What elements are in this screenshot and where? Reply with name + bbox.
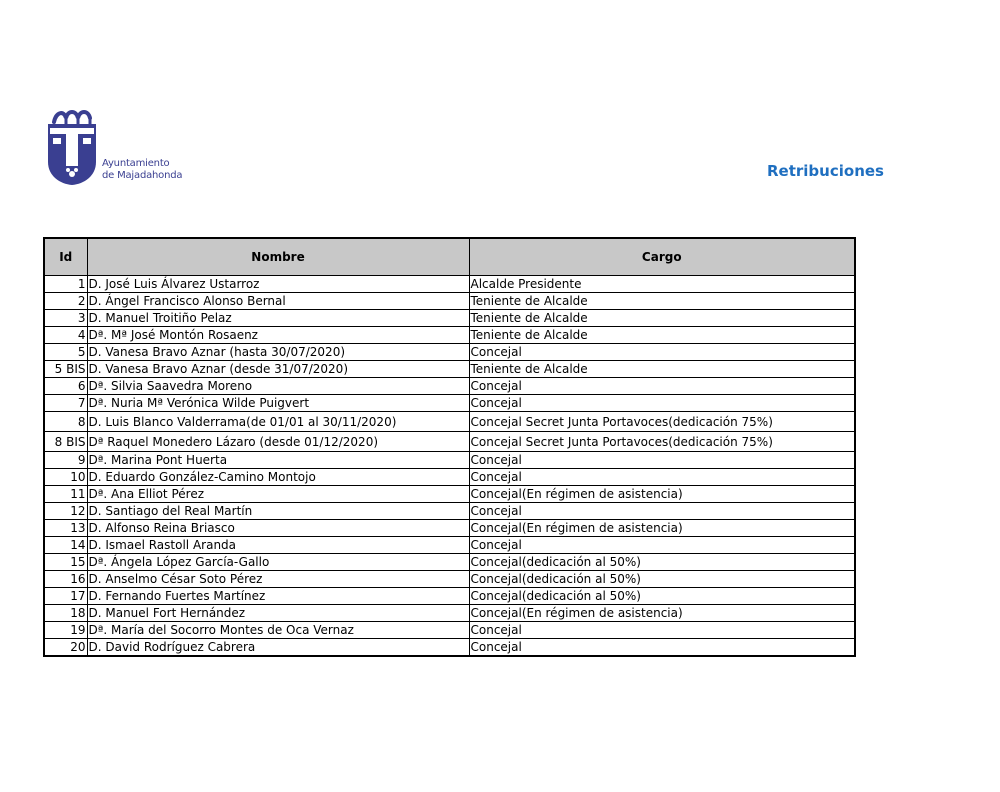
cell-nombre: D. David Rodríguez Cabrera: [87, 639, 469, 657]
cell-nombre: Dª. Ángela López García-Gallo: [87, 554, 469, 571]
table-row: [44, 412, 855, 432]
cell-nombre: D. Anselmo César Soto Pérez: [87, 571, 469, 588]
table-row: [44, 571, 855, 588]
cell-id: 10: [44, 469, 87, 486]
cell-nombre: D. Vanesa Bravo Aznar (hasta 30/07/2020): [87, 344, 469, 361]
page-title: Retribuciones: [767, 162, 884, 180]
cell-cargo: Alcalde Presidente: [469, 276, 855, 293]
table-header-row: [44, 238, 855, 276]
header-id: Id: [44, 238, 87, 276]
cell-id: 12: [44, 503, 87, 520]
logo-line-1: Ayuntamiento: [102, 158, 170, 169]
table-row: [44, 452, 855, 469]
cell-id: 4: [44, 327, 87, 344]
retribuciones-table: [43, 237, 856, 657]
cell-nombre: D. Fernando Fuertes Martínez: [87, 588, 469, 605]
cell-nombre: Dª. Ana Elliot Pérez: [87, 486, 469, 503]
cell-id: 6: [44, 378, 87, 395]
cell-id: 2: [44, 293, 87, 310]
cell-cargo: Concejal Secret Junta Portavoces(dedicación 75%): [469, 432, 855, 452]
cell-cargo: Teniente de Alcalde: [469, 327, 855, 344]
cell-nombre: D. Santiago del Real Martín: [87, 503, 469, 520]
cell-id: 5 BIS: [44, 361, 87, 378]
cell-cargo: Concejal(En régimen de asistencia): [469, 520, 855, 537]
table-row: [44, 378, 855, 395]
cell-nombre: D. Ángel Francisco Alonso Bernal: [87, 293, 469, 310]
cell-id: 14: [44, 537, 87, 554]
table-row: [44, 327, 855, 344]
cell-cargo: Concejal(dedicación al 50%): [469, 571, 855, 588]
cell-id: 8 BIS: [44, 432, 87, 452]
cell-cargo: Concejal: [469, 395, 855, 412]
logo-line-2: de Majadahonda: [102, 170, 183, 181]
cell-nombre: Dª. Silvia Saavedra Moreno: [87, 378, 469, 395]
table-row: [44, 503, 855, 520]
cell-nombre: Dª. Marina Pont Huerta: [87, 452, 469, 469]
table-row: [44, 395, 855, 412]
table-row: [44, 310, 855, 327]
table-row: [44, 588, 855, 605]
header-nombre: Nombre: [87, 238, 469, 276]
cell-id: 9: [44, 452, 87, 469]
cell-id: 20: [44, 639, 87, 657]
cell-nombre: D. Manuel Troitiño Pelaz: [87, 310, 469, 327]
table-row: [44, 293, 855, 310]
cell-cargo: Teniente de Alcalde: [469, 310, 855, 327]
cell-cargo: Concejal: [469, 503, 855, 520]
cell-cargo: Concejal: [469, 452, 855, 469]
cell-id: 1: [44, 276, 87, 293]
table-row: [44, 537, 855, 554]
cell-id: 5: [44, 344, 87, 361]
cell-id: 19: [44, 622, 87, 639]
cell-id: 7: [44, 395, 87, 412]
cell-id: 8: [44, 412, 87, 432]
table-row: [44, 520, 855, 537]
cell-nombre: D. Manuel Fort Hernández: [87, 605, 469, 622]
table-row: [44, 361, 855, 378]
cell-cargo: Concejal(dedicación al 50%): [469, 588, 855, 605]
cell-cargo: Concejal: [469, 639, 855, 657]
cell-id: 18: [44, 605, 87, 622]
table-row: [44, 486, 855, 503]
page-title-container: [767, 161, 884, 183]
cell-cargo: Concejal(En régimen de asistencia): [469, 605, 855, 622]
cell-nombre: D. Ismael Rastoll Aranda: [87, 537, 469, 554]
cell-nombre: Dª. Nuria Mª Verónica Wilde Puigvert: [87, 395, 469, 412]
cell-id: 13: [44, 520, 87, 537]
cell-nombre: D. José Luis Álvarez Ustarroz: [87, 276, 469, 293]
header-cargo: Cargo: [469, 238, 855, 276]
cell-nombre: Dª. Mª José Montón Rosaenz: [87, 327, 469, 344]
cell-cargo: Teniente de Alcalde: [469, 293, 855, 310]
table-row: [44, 276, 855, 293]
cell-nombre: Dª. María del Socorro Montes de Oca Vernaz: [87, 622, 469, 639]
table-row: [44, 469, 855, 486]
cell-cargo: Concejal: [469, 378, 855, 395]
cell-nombre: D. Eduardo González-Camino Montojo: [87, 469, 469, 486]
cell-cargo: Concejal: [469, 622, 855, 639]
logo-wordmark: [102, 158, 182, 182]
cell-nombre: Dª Raquel Monedero Lázaro (desde 01/12/2020): [87, 432, 469, 452]
cell-id: 11: [44, 486, 87, 503]
cell-id: 17: [44, 588, 87, 605]
cell-cargo: Teniente de Alcalde: [469, 361, 855, 378]
cell-cargo: Concejal Secret Junta Portavoces(dedicación 75%): [469, 412, 855, 432]
cell-cargo: Concejal: [469, 537, 855, 554]
cell-cargo: Concejal(dedicación al 50%): [469, 554, 855, 571]
table-row: [44, 605, 855, 622]
table-body: [44, 276, 855, 657]
table-row: [44, 344, 855, 361]
cell-id: 16: [44, 571, 87, 588]
cell-cargo: Concejal(En régimen de asistencia): [469, 486, 855, 503]
cell-id: 15: [44, 554, 87, 571]
table-row: [44, 639, 855, 657]
cell-nombre: D. Alfonso Reina Briasco: [87, 520, 469, 537]
table-row: [44, 432, 855, 452]
cell-id: 3: [44, 310, 87, 327]
cell-cargo: Concejal: [469, 469, 855, 486]
table-row: [44, 554, 855, 571]
cell-cargo: Concejal: [469, 344, 855, 361]
cell-nombre: D. Luis Blanco Valderrama(de 01/01 al 30/11/2020): [87, 412, 469, 432]
cell-nombre: D. Vanesa Bravo Aznar (desde 31/07/2020): [87, 361, 469, 378]
table-row: [44, 622, 855, 639]
